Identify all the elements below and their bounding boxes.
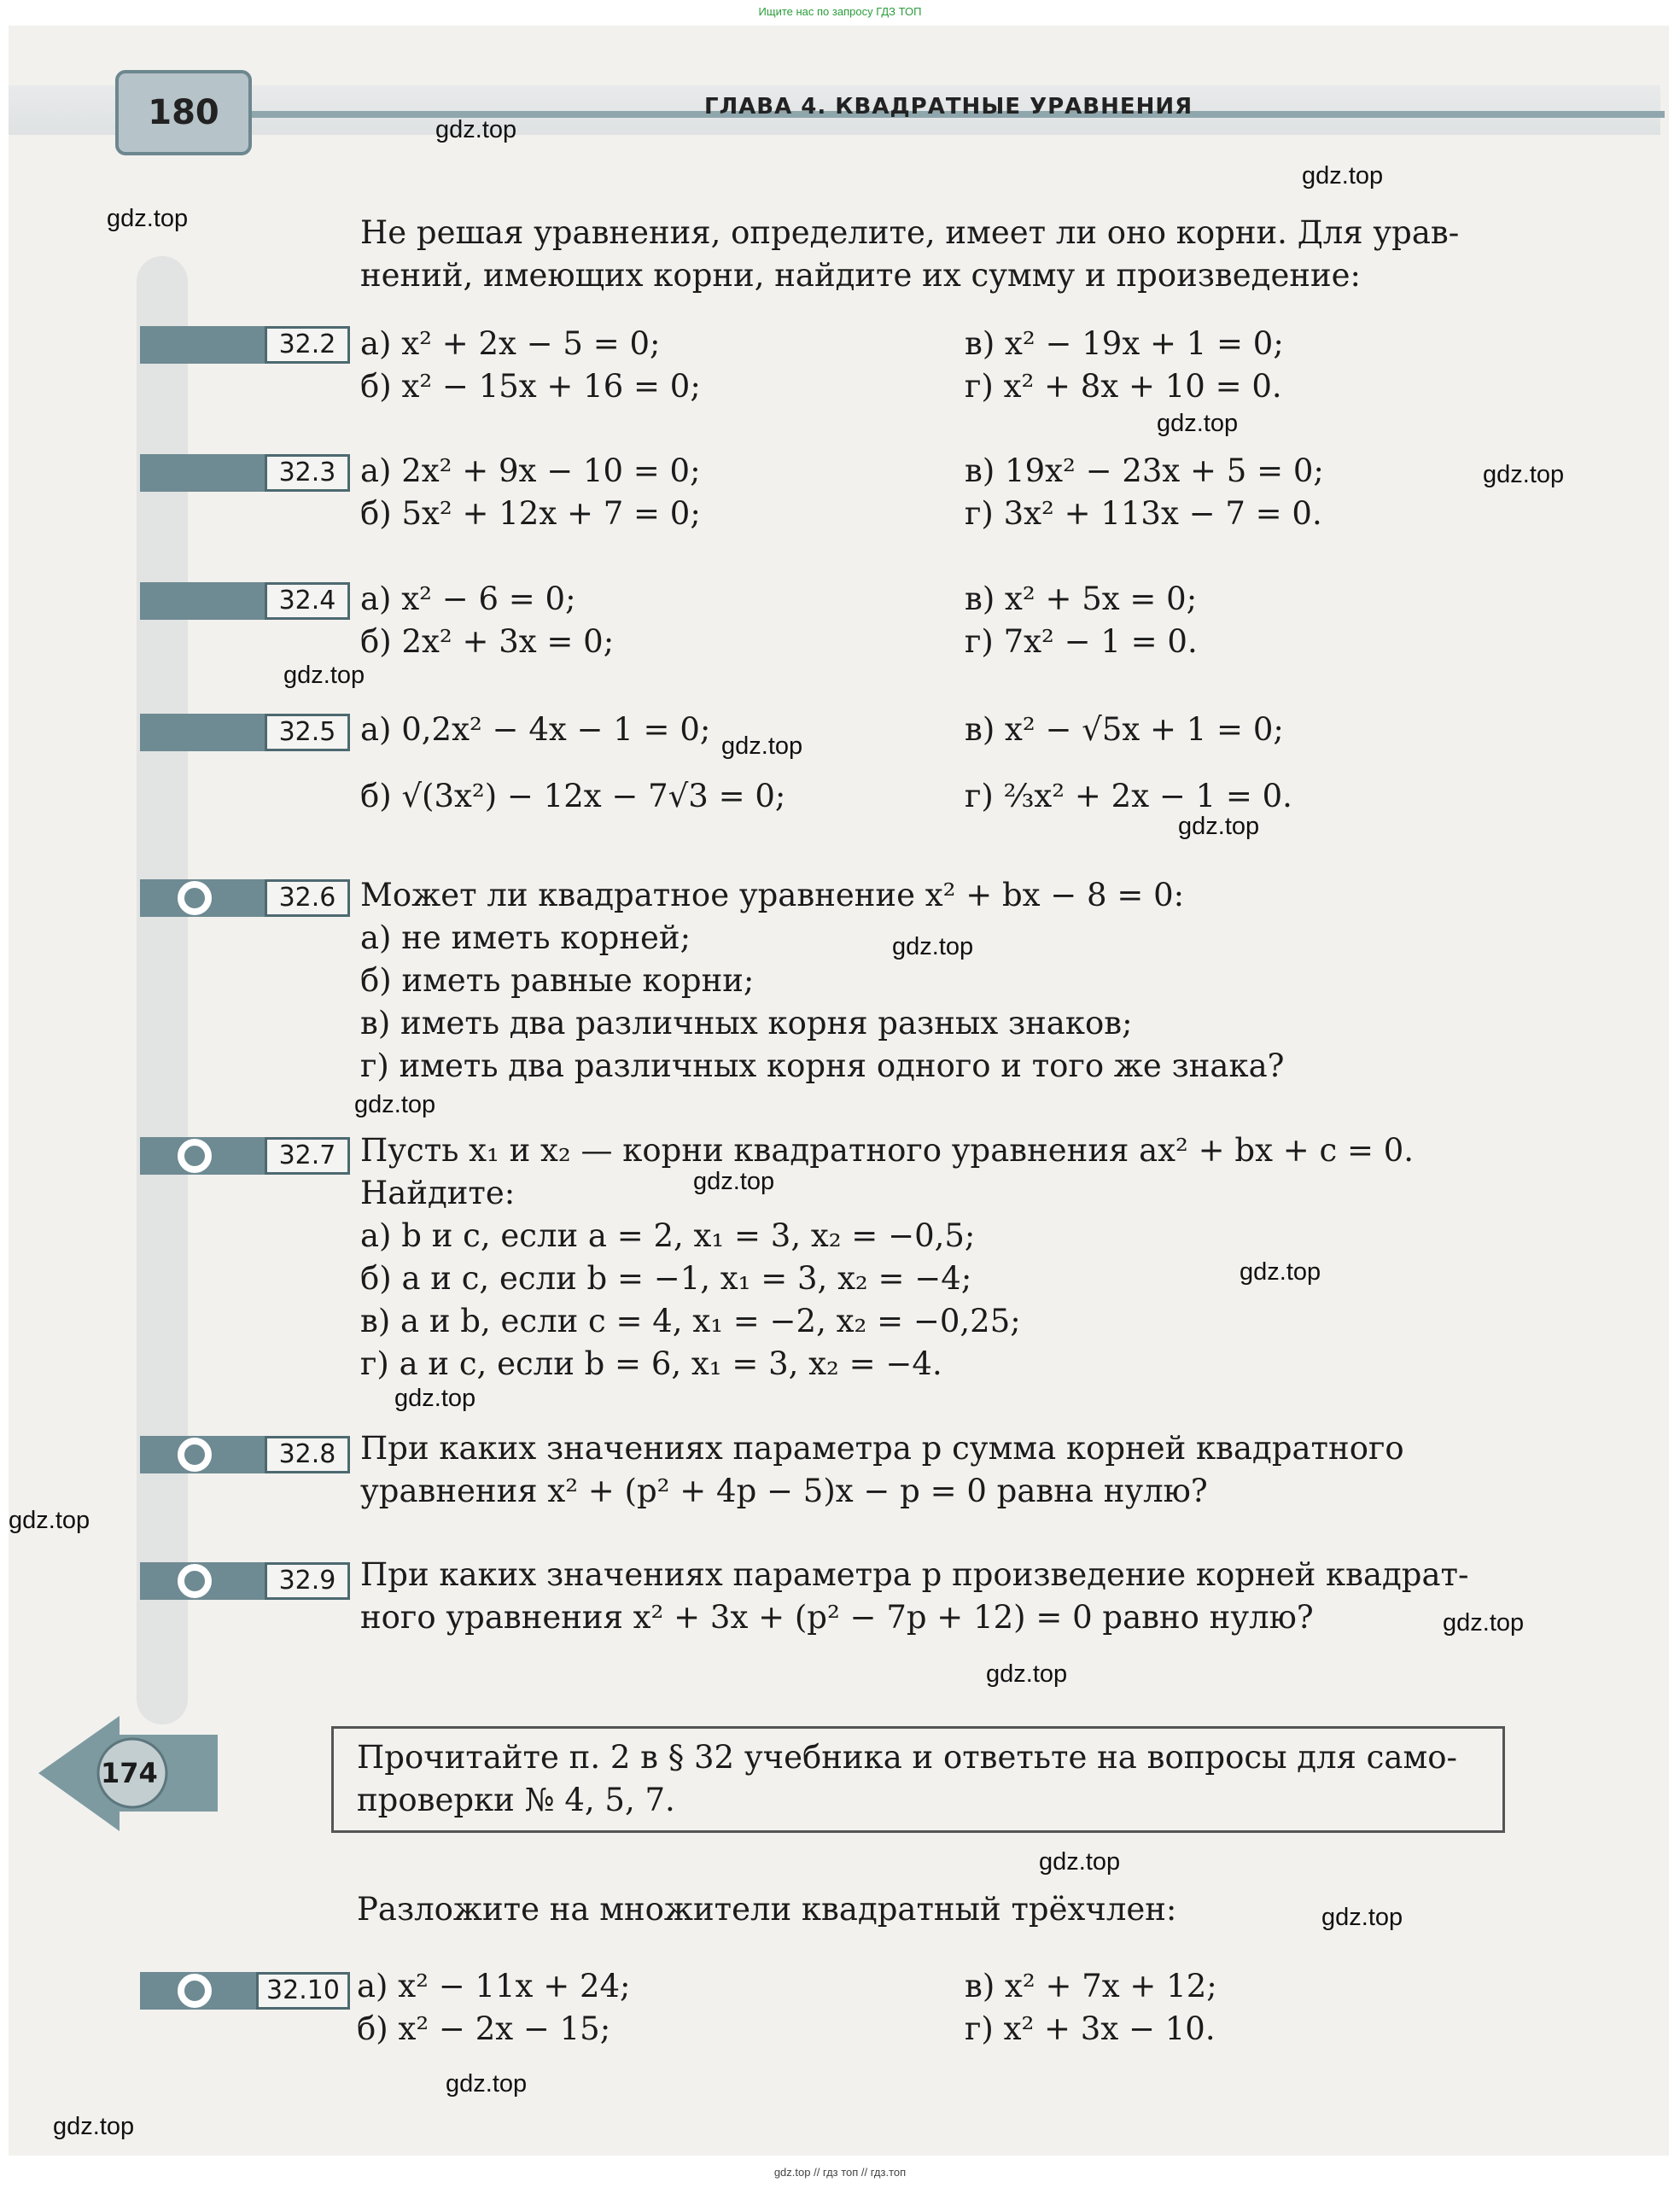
circle-marker-icon: [178, 1139, 212, 1173]
exercise-item: в) 19x² − 23x + 5 = 0;: [965, 452, 1324, 489]
exercise-number: 32.8: [265, 1436, 350, 1473]
watermark: gdz.top: [354, 1091, 436, 1118]
watermark: gdz.top: [721, 732, 803, 760]
exercise-item: г) 7x² − 1 = 0.: [965, 623, 1198, 660]
exercise-number: 32.7: [265, 1137, 350, 1175]
watermark: gdz.top: [986, 1660, 1068, 1688]
circle-marker-icon: [178, 1564, 212, 1598]
exercise-question: Найдите:: [360, 1175, 516, 1211]
exercise-text: При каких значениях параметра p сумма корней квадратного: [360, 1430, 1404, 1467]
exercise-item: в) x² − 19x + 1 = 0;: [965, 325, 1284, 362]
exercise-text: ного уравнения x² + 3x + (p² − 7p + 12) = 0 равно нулю?: [360, 1599, 1314, 1636]
exercise-item: б) 2x² + 3x = 0;: [360, 623, 615, 660]
exercise-bar: [140, 582, 268, 620]
exercise-item: в) x² − √5x + 1 = 0;: [965, 711, 1284, 748]
intro-line: Не решая уравнения, определите, имеет ли оно корни. Для урав-: [360, 214, 1460, 251]
exercise-item: б) иметь равные корни;: [360, 962, 755, 999]
exercise-item: в) x² + 5x = 0;: [965, 581, 1198, 617]
exercise-question: Пусть x₁ и x₂ — корни квадратного уравнения ax² + bx + c = 0.: [360, 1132, 1415, 1169]
watermark: gdz.top: [53, 2113, 135, 2140]
watermark: gdz.top: [1443, 1609, 1525, 1637]
intro-line: нений, имеющих корни, найдите их сумму и произведение:: [360, 257, 1362, 294]
exercise-item: г) x² + 3x − 10.: [965, 2010, 1216, 2047]
watermark: gdz.top: [1240, 1258, 1321, 1286]
chapter-title: ГЛАВА 4. КВАДРАТНЫЕ УРАВНЕНИЯ: [704, 94, 1193, 120]
exercise-item: г) a и c, если b = 6, x₁ = 3, x₂ = −4.: [360, 1345, 942, 1382]
exercise-number: 32.9: [265, 1562, 350, 1600]
reference-page-number: 174: [101, 1757, 158, 1789]
watermark: gdz.top: [693, 1168, 775, 1195]
exercise-item: б) x² − 15x + 16 = 0;: [360, 368, 701, 405]
watermark: gdz.top: [446, 2070, 528, 2098]
exercise-item: а) x² − 6 = 0;: [360, 581, 576, 617]
exercise-item: а) x² − 11x + 24;: [357, 1968, 631, 2004]
circle-marker-icon: [178, 1438, 212, 1472]
watermark: gdz.top: [1039, 1848, 1121, 1876]
exercise-text: уравнения x² + (p² + 4p − 5)x − p = 0 равна нулю?: [360, 1473, 1208, 1509]
section-intro: Разложите на множители квадратный трёхчлен:: [357, 1891, 1177, 1928]
watermark: gdz.top: [892, 933, 974, 960]
watermark: gdz.top: [1157, 410, 1239, 437]
watermark: gdz.top: [283, 662, 365, 689]
reference-text: проверки № 4, 5, 7.: [357, 1782, 675, 1818]
watermark: gdz.top: [1178, 813, 1260, 840]
exercise-bar: [140, 326, 268, 364]
exercise-item: а) 2x² + 9x − 10 = 0;: [360, 452, 701, 489]
exercise-item: в) a и b, если c = 4, x₁ = −2, x₂ = −0,25;: [360, 1303, 1021, 1339]
circle-marker-icon: [178, 1974, 212, 2008]
exercise-item: г) иметь два различных корня одного и того же знака?: [360, 1047, 1285, 1084]
exercise-bar: [140, 714, 268, 751]
watermark: gdz.top: [1321, 1904, 1403, 1931]
exercise-bar: [140, 454, 268, 492]
exercise-number: 32.10: [256, 1972, 350, 2010]
bottom-note: gdz.top // гдз топ // гдз.топ: [773, 2166, 907, 2179]
exercise-item: а) 0,2x² − 4x − 1 = 0;: [360, 711, 711, 748]
exercise-item: г) x² + 8x + 10 = 0.: [965, 368, 1282, 405]
watermark: gdz.top: [1483, 461, 1565, 488]
exercise-number: 32.4: [265, 582, 350, 620]
exercise-item: б) x² − 2x − 15;: [357, 2010, 611, 2047]
exercise-item: г) 3x² + 113x − 7 = 0.: [965, 495, 1322, 532]
exercise-question: Может ли квадратное уравнение x² + bx − 8 = 0:: [360, 877, 1185, 913]
exercise-item: г) ²⁄₃x² + 2x − 1 = 0.: [965, 778, 1292, 814]
reference-text: Прочитайте п. 2 в § 32 учебника и ответьте на вопросы для само-: [357, 1739, 1458, 1776]
exercise-item: в) x² + 7x + 12;: [965, 1968, 1217, 2004]
exercise-item: а) не иметь корней;: [360, 919, 691, 956]
exercise-number: 32.2: [265, 326, 350, 364]
exercise-item: б) a и c, если b = −1, x₁ = 3, x₂ = −4;: [360, 1260, 972, 1297]
watermark: gdz.top: [394, 1385, 476, 1412]
page-number: 180: [115, 70, 252, 155]
exercise-number: 32.3: [265, 454, 350, 492]
top-note: Ищите нас по запросу ГДЗ ТОП: [758, 5, 922, 18]
watermark: gdz.top: [435, 116, 517, 143]
exercise-number: 32.6: [265, 879, 350, 917]
exercise-text: При каких значениях параметра p произведение корней квадрат-: [360, 1556, 1469, 1593]
watermark: gdz.top: [107, 205, 189, 232]
watermark: gdz.top: [9, 1507, 90, 1534]
exercise-number: 32.5: [265, 714, 350, 751]
exercise-item: б) 5x² + 12x + 7 = 0;: [360, 495, 701, 532]
exercise-item: а) x² + 2x − 5 = 0;: [360, 325, 661, 362]
exercise-item: б) √(3x²) − 12x − 7√3 = 0;: [360, 778, 786, 814]
exercise-item: а) b и c, если a = 2, x₁ = 3, x₂ = −0,5;: [360, 1217, 976, 1254]
circle-marker-icon: [178, 881, 212, 915]
exercise-item: в) иметь два различных корня разных знаков;: [360, 1005, 1133, 1041]
watermark: gdz.top: [1302, 162, 1384, 190]
